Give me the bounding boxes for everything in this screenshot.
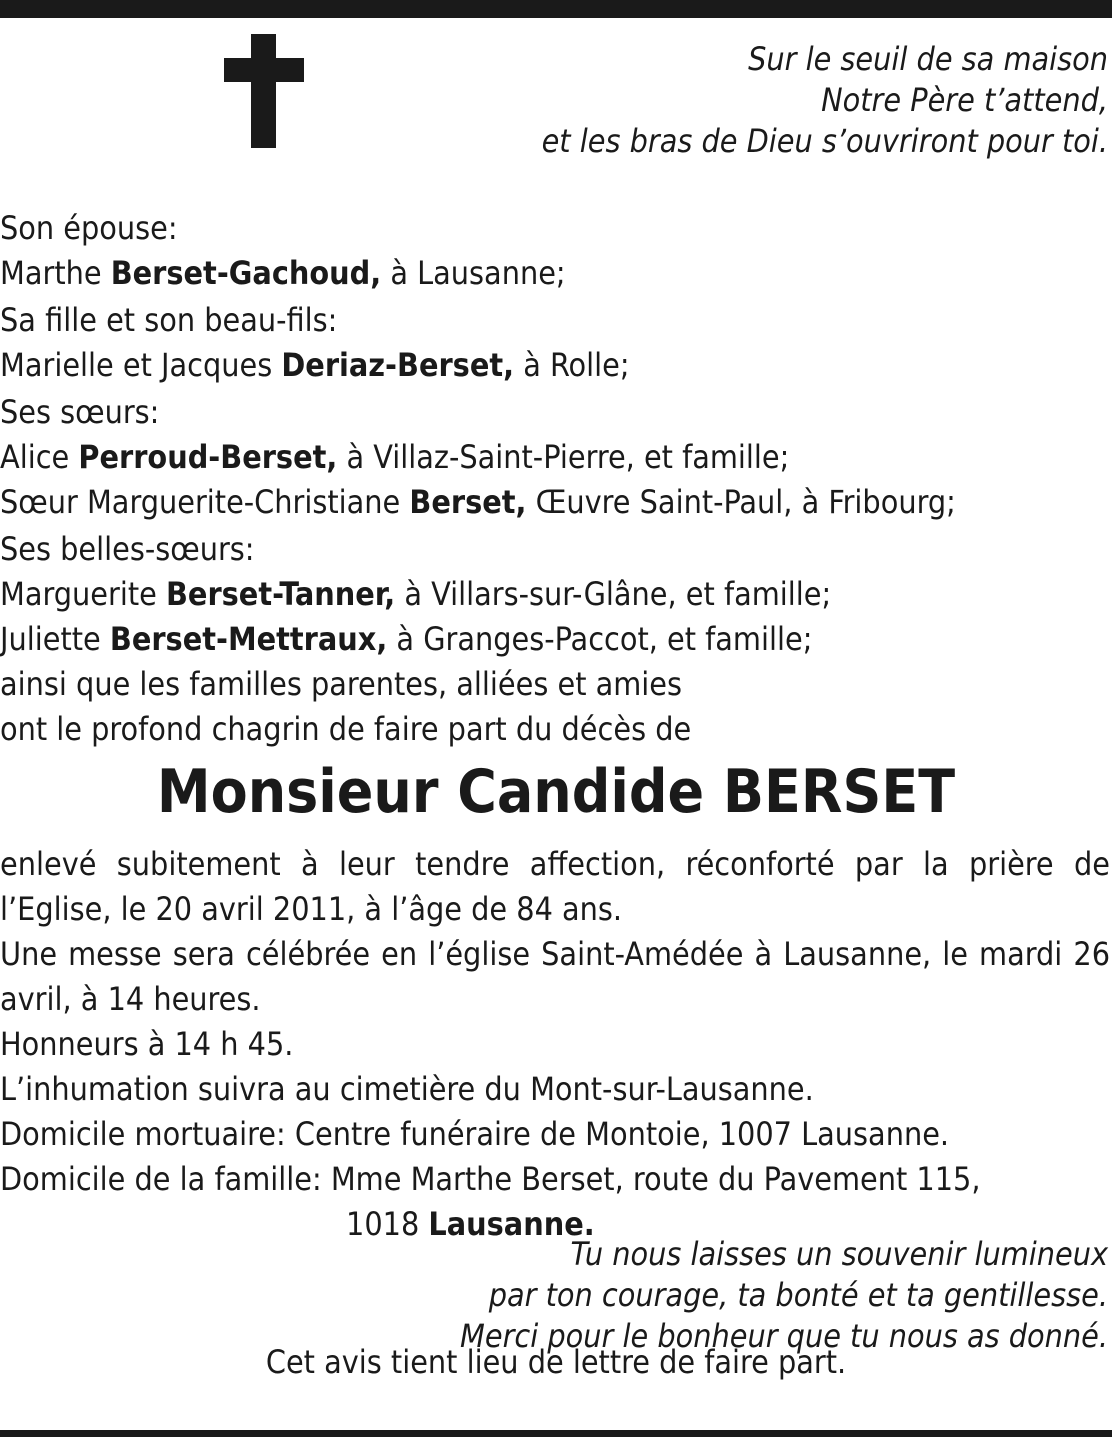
extended-family-line: ainsi que les familles parentes, alliées et amies [0,665,683,703]
top-border-rule [0,0,1112,18]
sister-in-law-entry: Marguerite Berset-Tanner, à Villars-sur-Glâne, et famille; [0,575,832,613]
family-list [0,206,1110,752]
sister-entry: Sœur Marguerite-Christiane Berset, Œuvre Saint-Paul, à Fribourg; [0,483,956,521]
mortuary-address: Domicile mortuaire: Centre funéraire de Montoie, 1007 Lausanne. [0,1115,950,1153]
verse-line: Notre Père t’attend, [821,81,1108,119]
spouse-label: Son épouse: [0,209,178,247]
family-address: Domicile de la famille: Mme Marthe Berset, route du Pavement 115, [0,1160,981,1198]
surname: Perroud-Berset, [78,438,338,476]
verse-line: Tu nous laisses un souvenir lumineux [570,1235,1108,1273]
family-address-city: 1018 Lausanne. [346,1205,595,1243]
funeral-details [0,842,1110,1247]
cross-icon [224,34,304,148]
verse-line: Merci pour le bonheur que tu nous as donné. [460,1317,1108,1355]
opening-verse [542,39,1108,162]
inhumation-line: L’inhumation suivra au cimetière du Mont-sur-Lausanne. [0,1070,814,1108]
closing-note: Cet avis tient lieu de lettre de faire part. [265,1343,847,1381]
bottom-border-rule [0,1430,1112,1437]
daughter-entry: Marielle et Jacques Deriaz-Berset, à Rolle; [0,346,630,384]
sisters-in-law-label: Ses belles-sœurs: [0,530,255,568]
mass-paragraph: Une messe sera célébrée en l’église Saint-Amédée à Lausanne, le mardi 26 avril, à 14 heures. [0,935,1110,1018]
verse-line: par ton courage, ta bonté et ta gentillesse. [488,1276,1108,1314]
daughter-label: Sa fille et son beau-fils: [0,301,338,339]
surname: Deriaz-Berset, [281,346,515,384]
honneurs-line: Honneurs à 14 h 45. [0,1025,294,1063]
surname: Berset-Gachoud, [110,254,382,292]
surname: Berset, [409,483,527,521]
surname: Berset-Mettraux, [109,620,388,658]
surname: Berset-Tanner, [165,575,396,613]
verse-line: et les bras de Dieu s’ouvriront pour toi. [541,122,1108,160]
sisters-label: Ses sœurs: [0,393,160,431]
closing-verse [460,1234,1108,1357]
sister-in-law-entry: Juliette Berset-Mettraux, à Granges-Paccot, et famille; [0,620,813,658]
circumstances-paragraph: enlevé subitement à leur tendre affection, réconforté par la prière de l’Eglise, le 20 avril 2011, à l’âge de 84 ans. [0,845,1110,928]
deceased-name: Monsieur Candide BERSET [156,757,956,827]
spouse-entry: Marthe Berset-Gachoud, à Lausanne; [0,254,566,292]
sister-entry: Alice Perroud-Berset, à Villaz-Saint-Pierre, et famille; [0,438,790,476]
announcement-line: ont le profond chagrin de faire part du décès de [0,710,692,748]
verse-line: Sur le seuil de sa maison [748,40,1108,78]
